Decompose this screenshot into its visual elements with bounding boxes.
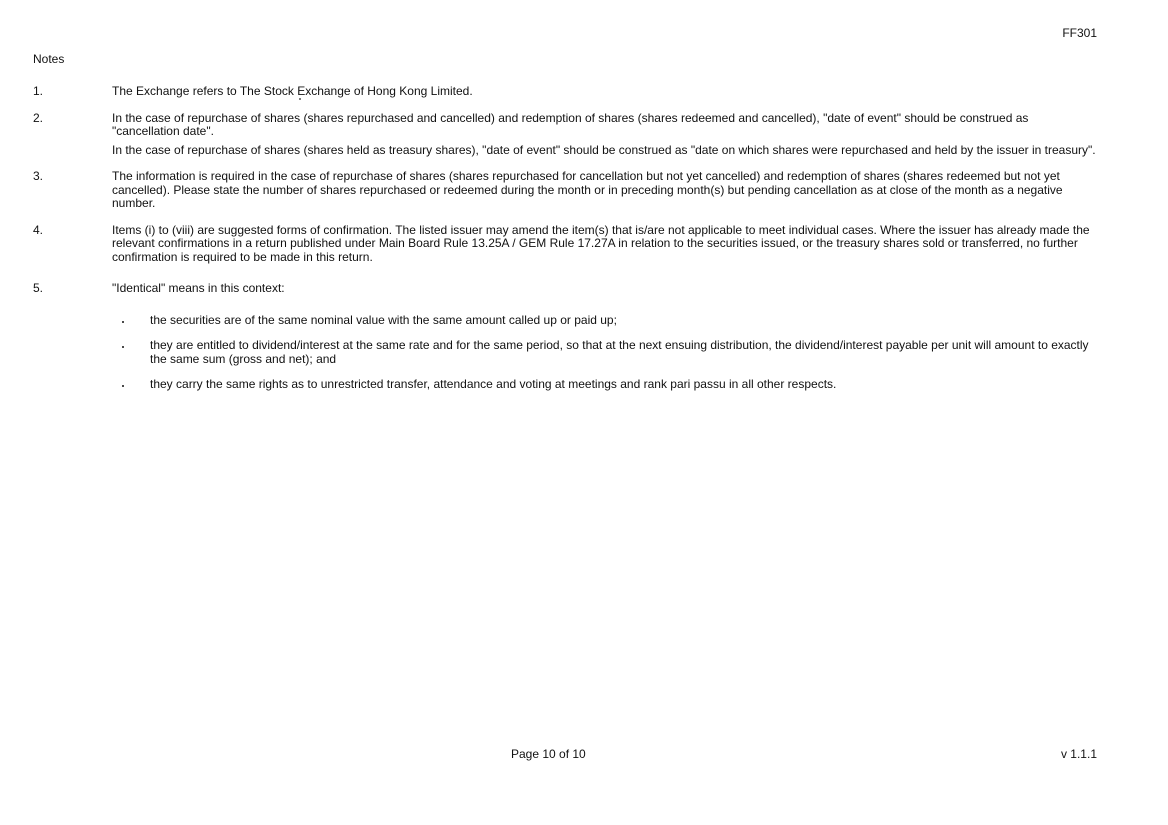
notes-list — [33, 85, 1097, 392]
note-number: 5. — [33, 281, 44, 295]
note-number: 2. — [33, 110, 44, 125]
note-number: 1. — [33, 84, 44, 98]
note-item-4 — [33, 224, 1097, 265]
bullet-dot-icon — [122, 321, 124, 323]
bullet-dot-icon — [122, 385, 124, 387]
note-item-1 — [33, 85, 1097, 99]
note-body — [112, 112, 1097, 158]
note-item-3 — [33, 170, 1097, 211]
note-number: 3. — [33, 169, 44, 183]
bullet-text: they carry the same rights as to unrestricted transfer, attendance and voting at meetings and rank pari passu in all other respects. — [150, 377, 837, 391]
bullet-marker-column — [112, 378, 150, 387]
note-paragraph: Items (i) to (viii) are suggested forms of confirmation. The listed issuer may amend the item(s) that is/are not applicable to meet individual cases. Where the issuer has already made the relevant confirmations in a return published under Main Board Rule 13.25A / GEM Rule 17.27A in relation to the securities issued, or the treasury shares sold or transferred, no further confirmation is required to be made in this return. — [112, 222, 1090, 264]
footer-page-indicator: Page 10 of 10 — [511, 747, 586, 761]
note-item-2 — [33, 112, 1097, 158]
bullet-marker-column — [112, 314, 150, 323]
bullet-marker-column — [112, 339, 150, 348]
note-paragraph: In the case of repurchase of shares (shares held as treasury shares), "date of event" should be construed as "date on which shares were repurchased and held by the issuer in treasury". — [112, 142, 1096, 157]
note-body — [112, 282, 1097, 392]
note-body — [112, 224, 1097, 265]
form-code: FF301 — [1062, 26, 1097, 40]
bullet-item — [112, 314, 1097, 328]
bullet-text: they are entitled to dividend/interest at the same rate and for the same period, so that at the next ensuing distribution, the dividend/interest payable per unit will amount to exactly the same sum (gross and net); and — [150, 338, 1089, 366]
section-title: Notes — [33, 52, 65, 66]
note-paragraph: The information is required in the case of repurchase of shares (shares repurchased for cancellation but not yet cancelled) and redemption of shares (shares redeemed but not yet cancelled). Please state the number of shares repurchased or redeemed during the month or in preceding month(s) but pending cancellation as at close of the month as a negative number. — [112, 169, 1063, 210]
note-body — [112, 85, 1097, 99]
note-paragraph: In the case of repurchase of shares (shares repurchased and cancelled) and redemption of shares (shares redeemed and cancelled), "date of event" should be construed as "cancellation date". — [112, 110, 1029, 138]
bullet-list — [112, 314, 1097, 392]
note-item-5 — [33, 282, 1097, 392]
note-paragraph: "Identical" means in this context: — [112, 281, 285, 295]
bullet-item — [112, 378, 1097, 392]
note-paragraph: The Exchange refers to The Stock Exchange of Hong Kong Limited. — [112, 84, 473, 98]
bullet-dot-icon — [122, 346, 124, 348]
bullet-item — [112, 339, 1097, 366]
footer-version-label: v 1.1.1 — [1060, 747, 1097, 761]
note-number: 4. — [33, 222, 44, 237]
note-body — [112, 170, 1097, 211]
bullet-text: the securities are of the same nominal value with the same amount called up or paid up; — [150, 312, 617, 327]
